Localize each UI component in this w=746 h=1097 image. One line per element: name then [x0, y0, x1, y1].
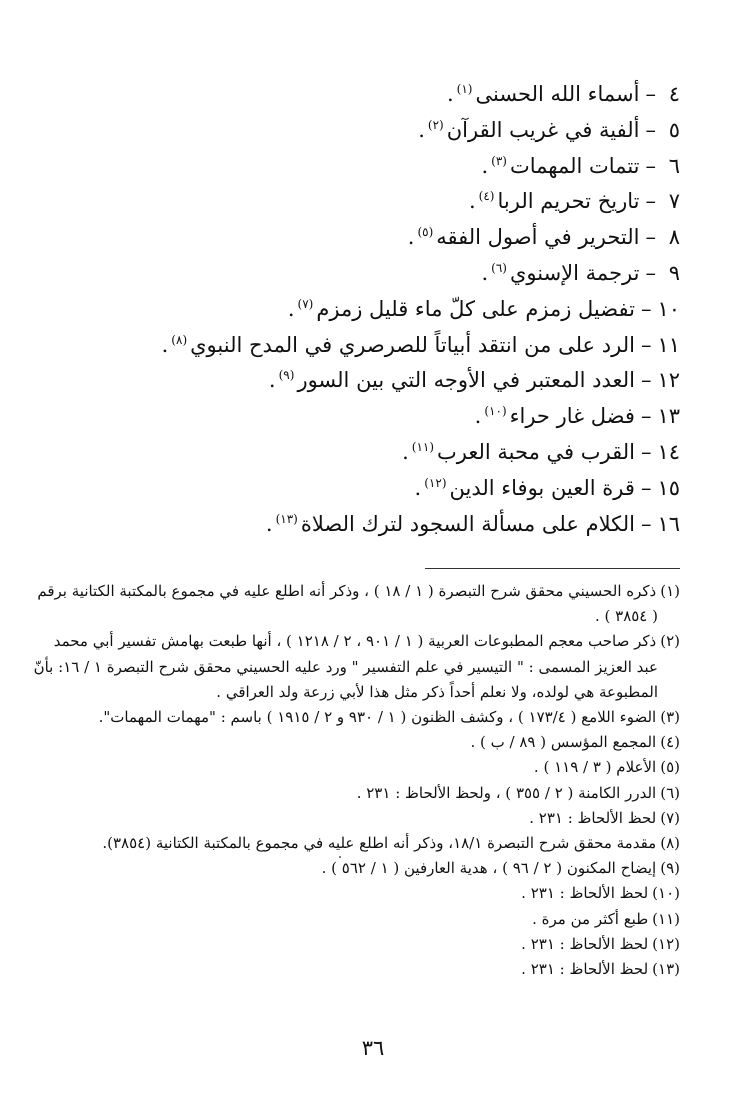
- work-dash: –: [640, 332, 652, 357]
- work-item: [60, 72, 680, 108]
- footnote: [68, 781, 680, 806]
- work-dash: –: [640, 404, 652, 429]
- footnote-ref: (١٠): [484, 404, 507, 419]
- footnote-separator: [425, 568, 680, 569]
- work-number: ١٤: [657, 439, 680, 464]
- footnote-continuation: [68, 680, 680, 705]
- work-item: [60, 144, 680, 180]
- work-end-mark: .: [161, 332, 169, 357]
- footnote-ref: (١٣): [275, 511, 298, 526]
- footnote-text: ( ٣٨٥٤ ) .: [594, 607, 658, 626]
- footnote-ref: (١٢): [424, 475, 447, 490]
- footnote-text: ذكره الحسيني محقق شرح التبصرة ( ١ / ١٨ ) ، وذكر أنه اطلع عليه في مجموع بالمكتبة الكتانية برقم: [37, 582, 657, 600]
- work-dash: –: [645, 189, 656, 214]
- footnote-number: (٧): [660, 808, 680, 827]
- footnote-number: (١): [660, 582, 680, 600]
- work-title: العدد المعتبر في الأوجه التي بين السور: [297, 368, 635, 393]
- footnote-ref: (٨): [171, 332, 188, 347]
- work-title: قرة العين بوفاء الدين: [449, 475, 635, 500]
- footnote-ref: (٦): [491, 260, 507, 275]
- work-end-mark: .: [407, 225, 415, 250]
- work-title: الرد على من انتقد أبياتاً للصرصري في المدح النبوي: [190, 332, 635, 357]
- footnote: [68, 881, 680, 906]
- footnote: [68, 831, 680, 856]
- work-number: ١١: [657, 332, 680, 357]
- footnote-ref: (١١): [411, 439, 435, 454]
- ink-speck: [339, 856, 341, 858]
- work-item: [60, 108, 680, 144]
- footnote-text: لحظ الألحاظ : ٢٣١ .: [521, 960, 649, 979]
- footnote-text: طبع أكثر من مرة .: [532, 909, 649, 928]
- footnote-number: (٦): [660, 783, 680, 802]
- footnote-ref: (٣): [491, 153, 507, 168]
- work-number: ١٢: [657, 368, 680, 393]
- work-item: [60, 394, 680, 430]
- work-item: [60, 502, 680, 538]
- work-item: [60, 215, 680, 251]
- work-title: التحرير في أصول الفقه: [436, 225, 640, 250]
- work-number: ١٦: [657, 511, 680, 536]
- work-number: ٧: [668, 189, 680, 214]
- work-end-mark: .: [268, 368, 276, 393]
- footnote-text: لحظ الألحاظ : ٢٣١ .: [529, 808, 657, 827]
- work-dash: –: [640, 511, 652, 536]
- work-item: [60, 358, 680, 394]
- footnote-text: عبد العزيز المسمى : " التيسير في علم التفسير " ورد عليه الحسيني محقق شرح التبصرة ١ / ١٦: بأنّ: [33, 657, 658, 676]
- footnote-number: (١٣): [652, 960, 680, 979]
- work-number: ١٥: [657, 475, 680, 500]
- work-end-mark: .: [265, 511, 273, 536]
- work-item: [60, 323, 680, 359]
- footnote-text: الدرر الكامنة ( ٢ / ٣٥٥ ) ، ولحظ الألحاظ : ٢٣١ .: [356, 783, 657, 802]
- footnote-number: (٤): [660, 733, 680, 752]
- footnote-text: لحظ الألحاظ : ٢٣١ .: [521, 934, 649, 953]
- work-title: ترجمة الإسنوي: [509, 260, 640, 285]
- footnote: [68, 755, 680, 780]
- work-dash: –: [640, 475, 652, 500]
- footnote-ref: (٥): [417, 225, 434, 240]
- work-number: ٦: [668, 153, 680, 178]
- work-end-mark: .: [481, 260, 489, 285]
- work-title: ألفية في غريب القرآن: [446, 117, 640, 142]
- work-item: [60, 179, 680, 215]
- footnote-text: المجمع المؤسس ( ٨٩ / ب ) .: [470, 733, 657, 752]
- work-item: [60, 251, 680, 287]
- footnote-text: المطبوعة هي لولده، ولا نعلم أحداً ذكر مثل هذا لأبي زرعة ولد العراقي .: [216, 682, 658, 701]
- work-title: فضل غار حراء: [509, 404, 635, 429]
- footnote: [68, 907, 680, 932]
- work-dash: –: [640, 439, 652, 464]
- footnote-number: (٨): [660, 834, 680, 853]
- footnote-number: (١٠): [652, 884, 680, 903]
- work-dash: –: [640, 296, 652, 321]
- footnote-number: (٢): [660, 632, 680, 651]
- footnote-ref: (٢): [427, 117, 444, 132]
- work-end-mark: .: [402, 439, 409, 464]
- footnote: [53, 629, 680, 654]
- work-dash: –: [645, 117, 656, 142]
- work-end-mark: .: [287, 296, 295, 321]
- work-number: ٩: [668, 260, 680, 285]
- work-end-mark: .: [418, 117, 425, 142]
- footnote-text: الأعلام ( ٣ / ١١٩ ) .: [533, 758, 657, 777]
- footnote: [68, 856, 680, 881]
- work-title: تاريخ تحريم الربا: [497, 189, 640, 214]
- work-number: ٤: [668, 82, 680, 106]
- footnote: [68, 932, 680, 957]
- work-item: [60, 430, 680, 466]
- footnote: [68, 705, 680, 730]
- footnote: [68, 957, 680, 982]
- footnote-continuation: [68, 604, 680, 629]
- work-number: ٥: [668, 117, 680, 142]
- footnote-text: الضوء اللامع ( ١٧٣/٤ ) ، وكشف الظنون ( ١ / ٩٣٠ و ٢ / ١٩١٥ ) باسم : "مهمات المهمات".: [98, 708, 657, 727]
- work-number: ١٠: [657, 296, 680, 321]
- footnote-number: (٥): [660, 758, 680, 777]
- work-item: [60, 466, 680, 502]
- footnote: [68, 730, 680, 755]
- work-dash: –: [645, 225, 656, 250]
- footnote-number: (١١): [652, 909, 680, 928]
- footnote-number: (٣): [660, 708, 680, 727]
- footnote-number: (٩): [660, 859, 680, 878]
- work-end-mark: .: [468, 189, 476, 214]
- page-number: ٣٦: [361, 1036, 385, 1060]
- work-number: ١٣: [657, 404, 680, 429]
- footnote-ref: (٤): [478, 189, 495, 204]
- works-list: [60, 72, 680, 537]
- work-end-mark: .: [474, 404, 482, 429]
- work-number: ٨: [668, 225, 680, 250]
- work-title: القرب في محبة العرب: [437, 439, 635, 464]
- footnote-ref: (٧): [297, 296, 314, 311]
- footnote: [68, 806, 680, 831]
- work-title: تتمات المهمات: [509, 153, 640, 178]
- footnote-text: إيضاح المكنون ( ٢ / ٩٦ ) ، هدية العارفين ( ١ / ٥٦٢ ) .: [321, 859, 657, 878]
- footnote-text: مقدمة محقق شرح التبصرة ١٨/١، وذكر أنه اطلع عليه في مجموع بالمكتبة الكتانية (٣٨٥٤).: [102, 834, 657, 853]
- footnote-ref: (٩): [278, 368, 295, 383]
- footnote-text: ذكر صاحب معجم المطبوعات العربية ( ١ / ٩٠١ ، ٢ / ١٢١٨ ) ، أنها طبعت بهامش تفسير أبي محمد: [53, 632, 657, 651]
- footnote: [37, 579, 680, 604]
- work-title: الكلام على مسألة السجود لترك الصلاة: [300, 511, 635, 536]
- work-dash: –: [645, 260, 656, 285]
- work-end-mark: .: [446, 82, 454, 106]
- footnotes-list: [33, 579, 680, 982]
- work-end-mark: .: [481, 153, 489, 178]
- footnote-text: لحظ الألحاظ : ٢٣١ .: [521, 884, 649, 903]
- work-end-mark: .: [414, 475, 422, 500]
- work-dash: –: [645, 82, 656, 106]
- work-item: [60, 287, 680, 323]
- work-title: تفضيل زمزم على كلّ ماء قليل زمزم: [316, 296, 635, 321]
- work-title: أسماء الله الحسنى: [475, 82, 640, 106]
- footnote-ref: (١): [456, 82, 473, 96]
- work-dash: –: [640, 368, 652, 393]
- work-dash: –: [645, 153, 656, 178]
- footnote-number: (١٢): [652, 934, 680, 953]
- footnote-continuation: [33, 655, 680, 680]
